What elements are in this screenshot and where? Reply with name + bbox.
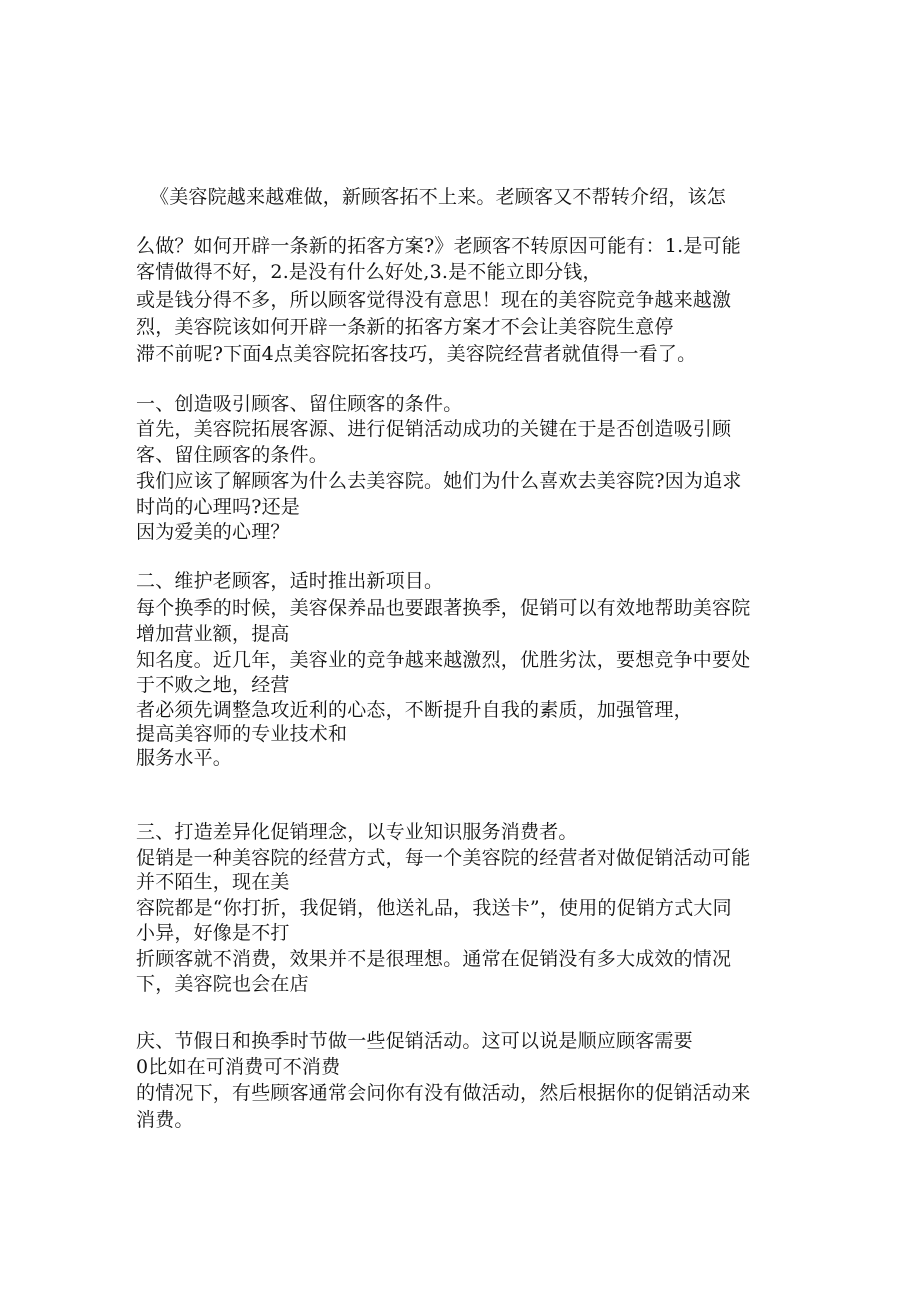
section3-line-1: 促销是一种美容院的经营方式，每一个美容院的经营者对做促销活动可能 <box>136 847 751 869</box>
intro-line-6: 滞不前呢?下面4点美容院拓客技巧，美容院经营者就值得一看了。 <box>136 343 697 365</box>
section2-line-1: 每个换季的时候，美容保养品也要跟著换季，促销可以有效地帮助美容院 <box>136 597 751 619</box>
section1-line-5: 因为爱美的心理？ <box>136 521 290 543</box>
section3-line-2: 并不陌生，现在美 <box>136 871 290 893</box>
section3-line-3: 容院都是“你打折，我促销，他送礼品，我送卡”，使用的促销方式大同 <box>136 897 732 919</box>
section2-line-6: 提高美容师的专业技术和 <box>136 723 348 745</box>
section2-line-5: 者必须先调整急攻近利的心态，不断提升自我的素质，加强管理， <box>136 699 693 721</box>
section3-line-4: 小异，好像是不打 <box>136 922 290 944</box>
section1-line-2: 客、留住顾客的条件。 <box>136 444 329 466</box>
section2-line-7: 服务水平。 <box>136 747 233 769</box>
intro-line-1: 《美容院越来越难做，新顾客拓不上来。老顾客又不帮转介绍，该怎 <box>150 186 727 208</box>
section1-line-1: 首先，美容院拓展客源、进行促销活动成功的关键在于是否创造吸引顾 <box>136 418 732 440</box>
section2-line-2: 增加营业额，提高 <box>136 623 290 645</box>
section2-heading: 二、维护老顾客，适时推出新项目。 <box>136 570 444 592</box>
section3-cont-line-1: 庆、节假日和换季时节做一些促销活动。这可以说是顺应顾客需要 <box>136 1030 693 1052</box>
section2-line-4: 于不败之地，经营 <box>136 674 290 696</box>
intro-line-3: 客情做得不好，2.是没有什么好处,3.是不能立即分钱， <box>136 261 602 283</box>
section1-heading: 一、创造吸引顾客、留住顾客的条件。 <box>136 393 463 415</box>
section3-cont-line-4: 消费。 <box>136 1109 194 1131</box>
section1-line-3: 我们应该了解顾客为什么去美容院。她们为什么喜欢去美容院?因为追求 <box>136 470 742 492</box>
section3-cont-line-3: 的情况下，有些顾客通常会问你有没有做活动，然后根据你的促销活动来 <box>136 1082 751 1104</box>
section1-line-4: 时尚的心理吗?还是 <box>136 496 300 518</box>
section3-cont-line-2: 0比如在可消费可不消费 <box>136 1056 341 1078</box>
section3-line-5: 折顾客就不消费，效果并不是很理想。通常在促销没有多大成效的情况 <box>136 948 732 970</box>
intro-line-2: 么做？如何开辟一条新的拓客方案?》老顾客不转原因可能有：1.是可能 <box>136 235 741 257</box>
intro-line-4: 或是钱分得不多，所以顾客觉得没有意思！现在的美容院竞争越来越激 <box>136 289 732 311</box>
intro-line-5: 烈，美容院该如何开辟一条新的拓客方案才不会让美容院生意停 <box>136 316 674 338</box>
section3-line-6: 下，美容院也会在店 <box>136 973 309 995</box>
section2-line-3: 知名度。近几年，美容业的竞争越来越激烈，优胜劣汰，要想竞争中要处 <box>136 649 751 671</box>
section3-heading: 三、打造差异化促销理念，以专业知识服务消费者。 <box>136 821 578 843</box>
